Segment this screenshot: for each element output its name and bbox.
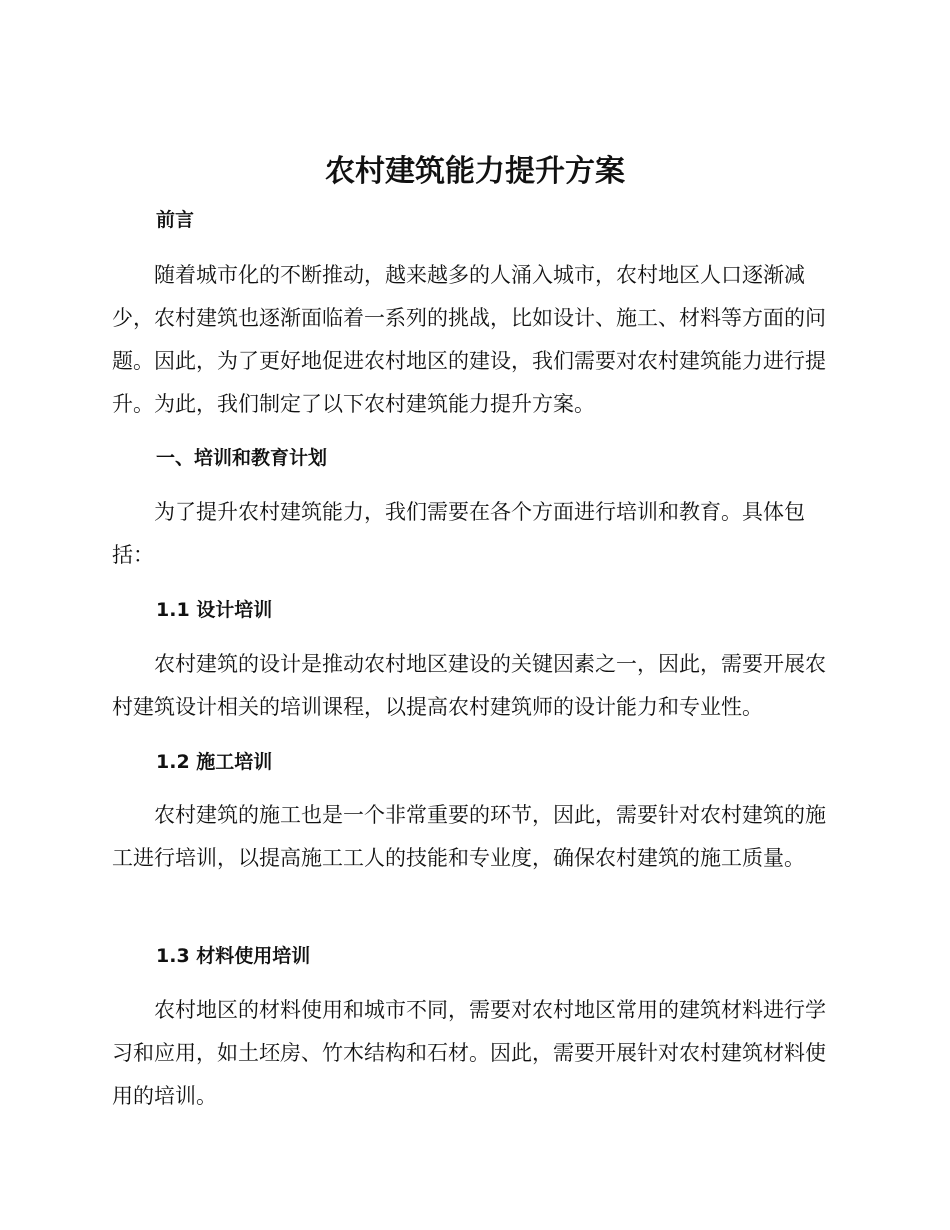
section-1-paragraph: 为了提升农村建筑能力，我们需要在各个方面进行培训和教育。具体包括： [112,500,805,567]
subsection-1-3-heading: 1.3 材料使用培训 [156,945,311,967]
preface-paragraph: 随着城市化的不断推动，越来越多的人涌入城市，农村地区人口逐渐减少，农村建筑也逐渐面临着一系列的挑战，比如设计、施工、材料等方面的问题。因此，为了更好地促进农村地区的建设，我们需要对农村建筑能力进行提升。为此，我们制定了以下农村建筑能力提升方案。 [112,263,826,416]
subsection-1-2-paragraph: 农村建筑的施工也是一个非常重要的环节，因此，需要针对农村建筑的施工进行培训，以提高施工工人的技能和专业度，确保农村建筑的施工质量。 [112,803,826,870]
subsection-1-3-paragraph: 农村地区的材料使用和城市不同，需要对农村地区常用的建筑材料进行学习和应用，如土坯房、竹木结构和石材。因此，需要开展针对农村建筑材料使用的培训。 [112,998,826,1108]
section-1-heading: 一、培训和教育计划 [156,447,328,469]
subsection-1-1-heading: 1.1 设计培训 [156,599,273,621]
preface-heading: 前言 [156,209,195,231]
subsection-1-1-paragraph: 农村建筑的设计是推动农村地区建设的关键因素之一，因此，需要开展农村建筑设计相关的培训课程，以提高农村建筑师的设计能力和专业性。 [112,652,826,719]
subsection-1-2-heading: 1.2 施工培训 [156,751,273,773]
document-title: 农村建筑能力提升方案 [325,154,625,189]
